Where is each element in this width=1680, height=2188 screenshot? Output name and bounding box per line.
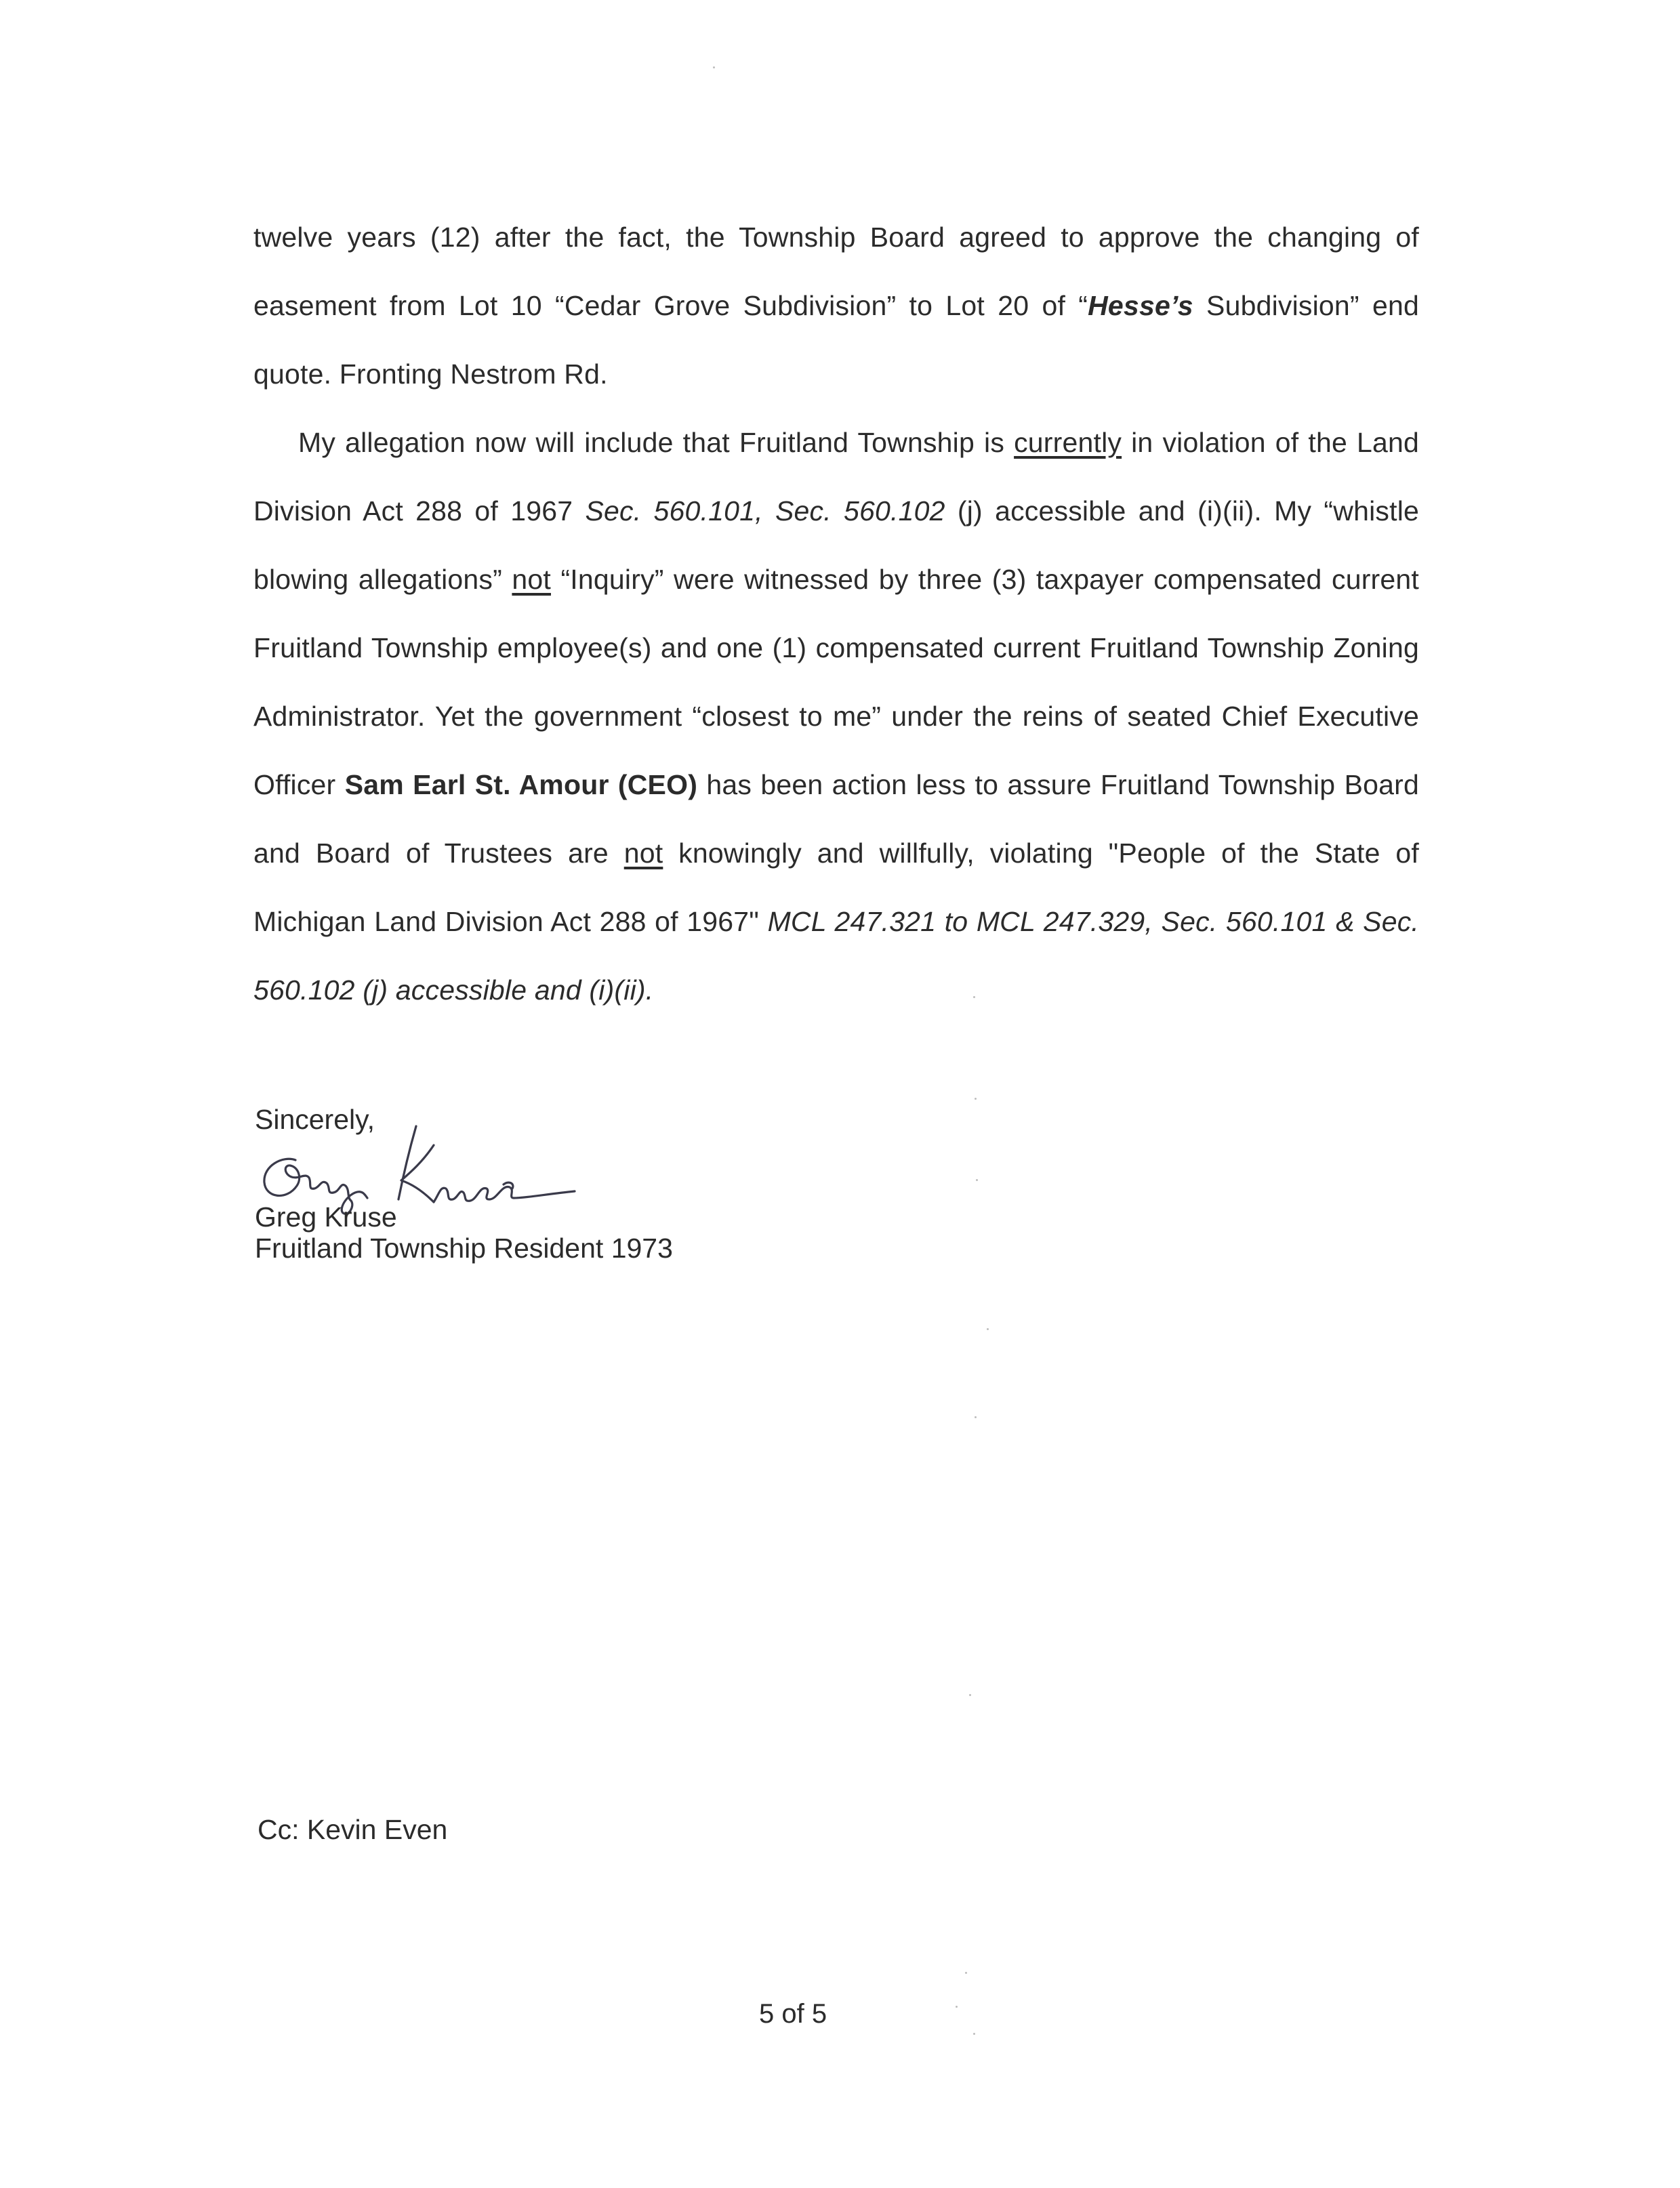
text-run: has been action less to assure Fruitland Township Board and Board of Trustees are [253,769,1419,869]
scan-speck [973,2033,975,2035]
scan-speck [975,1416,977,1418]
cc-line: Cc: Kevin Even [258,1814,448,1845]
paragraph-allegation [253,409,1419,1025]
scan-speck [969,1694,971,1696]
scan-speck [975,1098,977,1100]
text-run: My allegation now will include that Fruitland Township is [298,427,1015,458]
scan-speck [965,1972,967,1974]
signer-name: Greg Kruse [255,1201,397,1233]
italic-citation: Sec. 560.101, Sec. 560.102 [585,495,945,527]
text-run: knowingly and willfully, violating "People of the State of Michigan Land Division Act 288 of 1967" [253,838,1420,937]
bold-name: Sam Earl St. Amour (CEO) [344,769,698,800]
underlined-word: not [623,838,663,869]
text-run: “Inquiry” were witnessed by three (3) taxpayer compensated current Fruitland Township employee(s) and one (1) compensated current Fruitland Township Zoning Administrator. Yet the government “closest to me” under the reins of seated Chief Executive Officer [253,564,1419,800]
page-number: 5 of 5 [759,1999,827,2029]
scan-speck [956,2006,958,2008]
letter-body [253,203,1419,1025]
text-run: in violation of the Land Division Act 288 of 1967 [253,427,1420,527]
text-run: Subdivision” end quote. Fronting Nestrom Rd. [253,290,1419,390]
signer-title: Fruitland Township Resident 1973 [255,1233,673,1264]
closing-salutation: Sincerely, [255,1104,375,1135]
underlined-word: not [512,564,552,595]
scan-speck [713,66,715,68]
text-run: twelve years (12) after the fact, the Township Board agreed to approve the changing of easement from Lot 10 “Cedar Grove Subdivision” to Lot 20 of “ [253,222,1419,321]
paragraph-easement [253,203,1419,409]
italic-citation: MCL 247.321 to MCL 247.329, Sec. 560.101 & Sec. 560.102 (j) accessible and (i)(ii). [253,906,1419,1006]
scan-speck [973,996,975,998]
underlined-word: currently [1014,427,1122,458]
scan-speck [987,1328,989,1330]
scan-speck [976,1179,978,1181]
text-run: (j) accessible and (i)(ii). My “whistle blowing allegations” [253,495,1420,595]
emphasis-subdivision-name: Hesse’s [1088,290,1193,321]
